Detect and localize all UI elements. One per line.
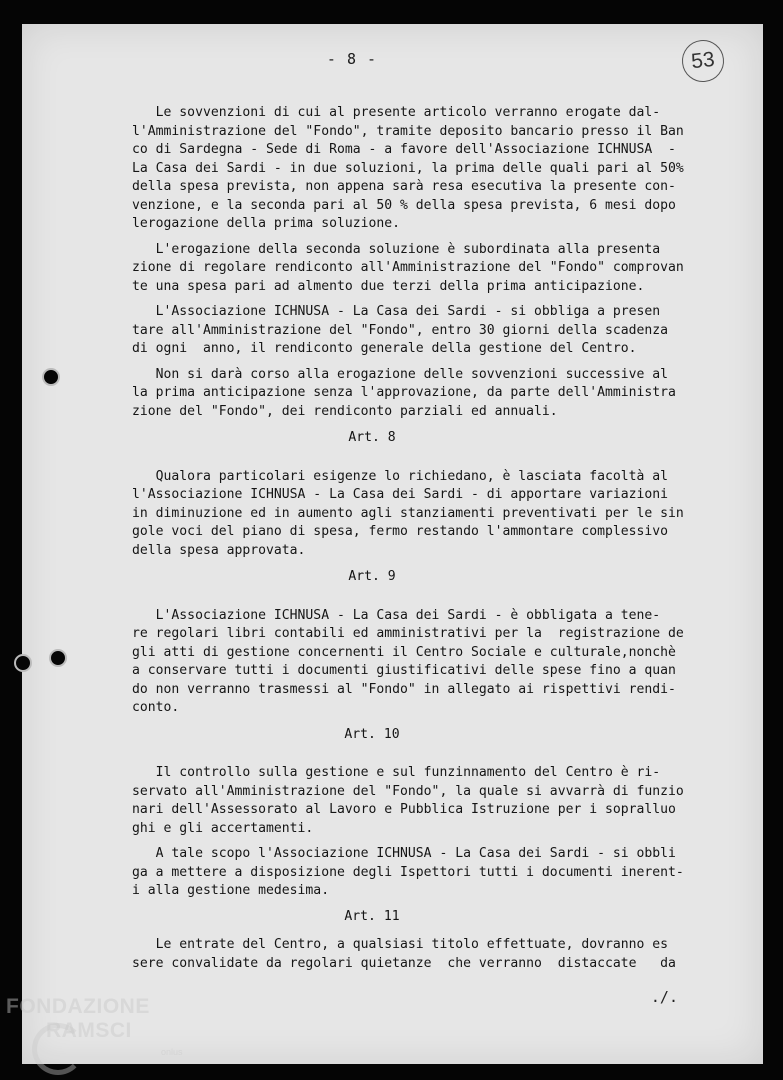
document-page xyxy=(22,24,763,1064)
paragraph: Le sovvenzioni di cui al presente articolo verranno erogate dal- l'Amministrazione del "Fondo", tramite deposito bancario presso il Ban co di Sardegna - Sede di Roma - a favore dell'Associazione ICHNUSA - La Casa dei Sardi - in due soluzioni, la prima delle quali pari al 50% della spesa prevista, non appena sarà resa esecutiva la presente con- venzione, e la seconda pari al 50 % della spesa prevista, 6 mesi dopo lerogazione della prima soluzione. xyxy=(132,105,684,231)
article-heading-10: Art. 10 xyxy=(344,726,400,742)
article-heading-8: Art. 8 xyxy=(348,430,396,445)
paragraph: L'Associazione ICHNUSA - La Casa dei Sardi - si obbliga a presen tare all'Amministrazione del "Fondo", entro 30 giorni della scadenza di ogni anno, il rendiconto generale della gestione del Centro. xyxy=(132,304,669,356)
article-11-text: Le entrate del Centro, a qualsiasi titolo effettuate, dovranno es sere convalidate da regolari quietanze che verranno distaccate da xyxy=(132,937,676,971)
article-8-text: Qualora particolari esigenze lo richiedano, è lasciata facoltà al l'Associazione ICHNUSA - La Casa dei Sardi - di apportare variazioni in diminuzione ed in aumento agli stanziamenti preventivati per le sin gole voci del piano di spesa, fermo restando l'ammontare complessivo della spesa approvata. xyxy=(132,468,684,558)
punch-hole xyxy=(42,368,60,386)
watermark-line3: onlus xyxy=(161,1047,183,1057)
watermark-line1: FONDAZIONE xyxy=(6,995,150,1018)
paragraph: Non si darà corso alla erogazione delle sovvenzioni successive al la prima anticipazione senza l'approvazione, da parte dell'Amministra zione del "Fondo", dei rendiconto parziali ed annuali. xyxy=(132,366,676,419)
continuation-mark: ./. xyxy=(650,988,678,1006)
article-heading-9: Art. 9 xyxy=(348,569,396,584)
archive-stamp: 53 xyxy=(680,38,726,84)
article-heading-11: Art. 11 xyxy=(344,908,400,924)
page-number: - 8 - xyxy=(326,50,378,68)
article-10-paragraph: A tale scopo l'Associazione ICHNUSA - La Casa dei Sardi - si obbli ga a mettere a disposizione degli Ispettori tutti i documenti inerent- i alla gestione medesima. xyxy=(132,846,684,898)
fondazione-gramsci-watermark xyxy=(6,995,206,1075)
article-9-text: L'Associazione ICHNUSA - La Casa dei Sardi - è obbligata a tene- re regolari libri contabili ed amministrativi per la registrazione de gli atti di gestione concernenti il Centro Sociale e culturale,nonchè a conservare tutti i documenti giustificativi delle spese fino a quan do non verranno trasmessi al "Fondo" in allegato ai rispettivi rendi- conto. xyxy=(132,607,684,715)
paragraph: L'erogazione della seconda soluzione è subordinata alla presenta zione di regolare rendiconto all'Amministrazione del "Fondo" comprovan te una spesa pari ad almento due terzi della prima anticipazione. xyxy=(132,241,684,294)
watermark-line2: RAMSCI xyxy=(46,1019,132,1042)
punch-hole xyxy=(49,649,67,667)
article-10-paragraph: Il controllo sulla gestione e sul funzinnamento del Centro è ri- servato all'Amministrazione del "Fondo", la quale si avvarrà di funzio nari dell'Assessorato al Lavoro e Pubblica Istruzione per i sopralluo ghi e gli accertamenti. xyxy=(132,765,684,836)
punch-hole xyxy=(14,654,32,672)
document-body xyxy=(132,104,717,980)
